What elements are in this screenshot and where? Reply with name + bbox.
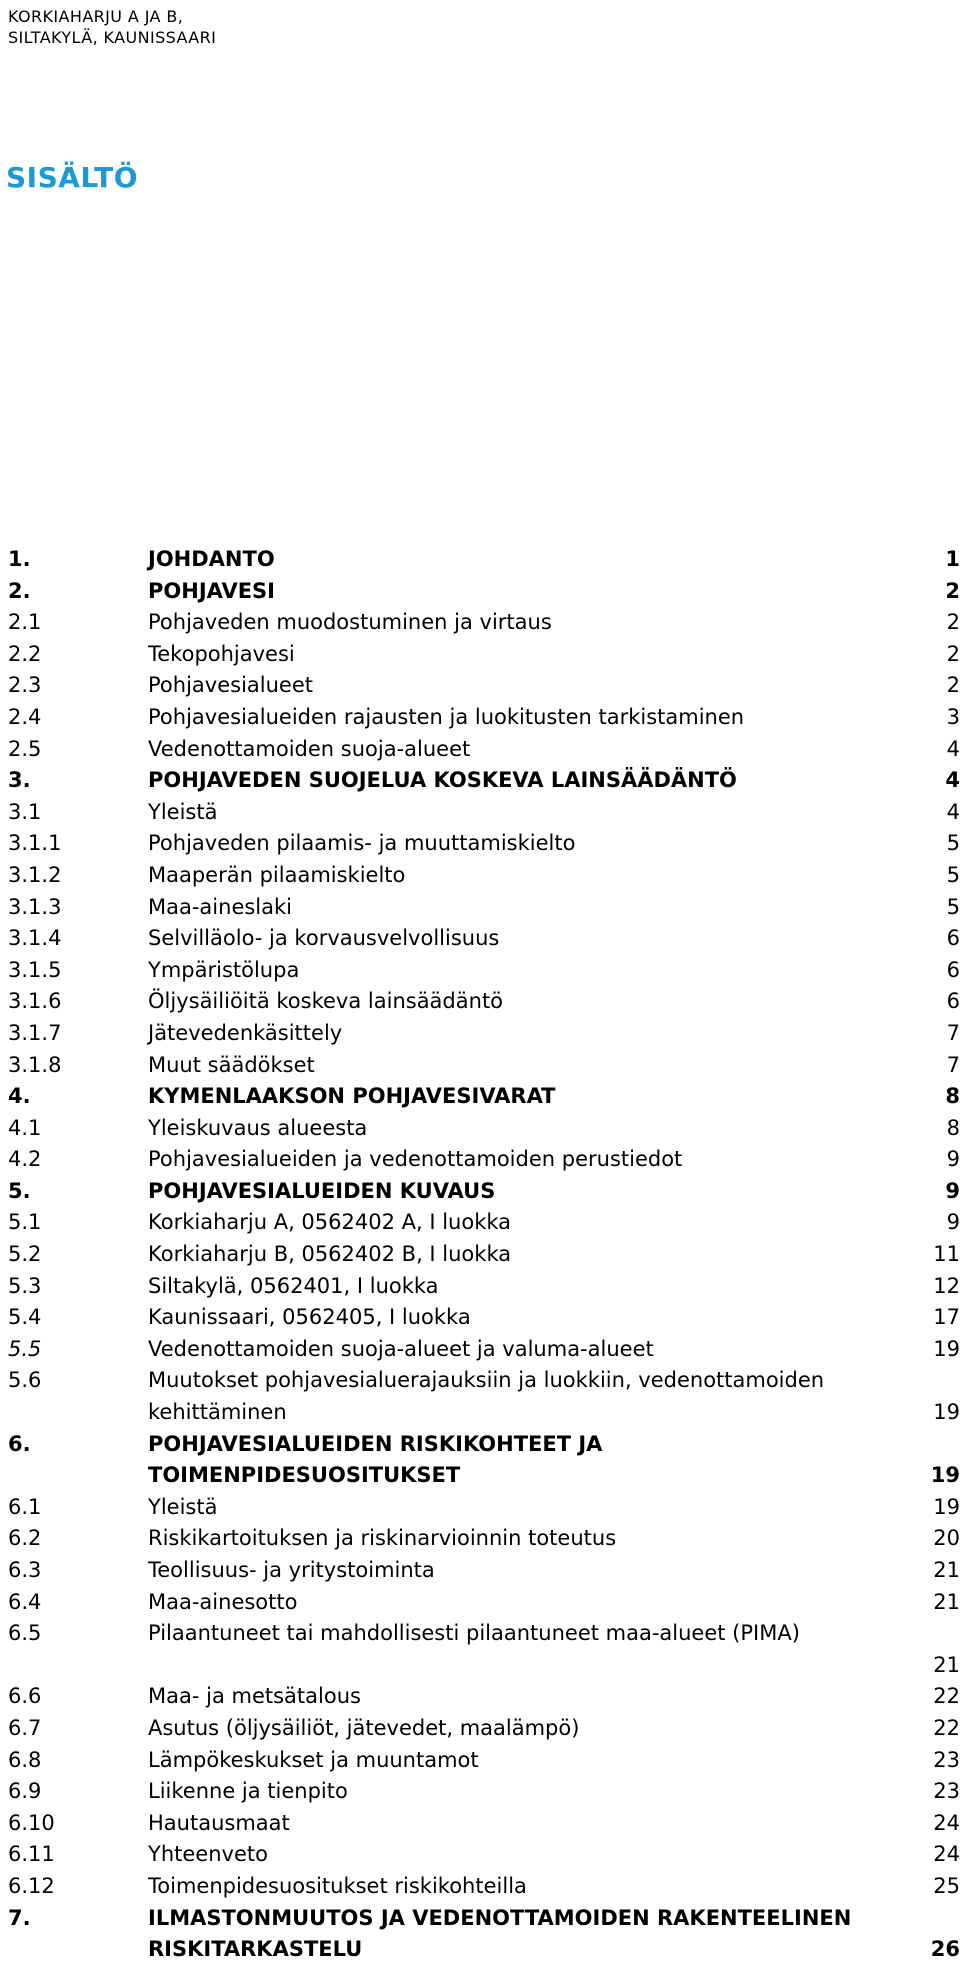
toc-entry-number: 6.11: [8, 1842, 55, 1867]
toc-entry-title: Vedenottamoiden suoja-alueet ja valuma-alueet: [148, 1336, 654, 1361]
toc-entry-title: Muut säädökset: [148, 1052, 315, 1077]
toc-entry-page-number: 4: [946, 799, 960, 824]
toc-entry[interactable]: [0, 1271, 960, 1303]
toc-entry-number: 7.: [8, 1905, 31, 1930]
toc-entry-number: 5.1: [8, 1210, 42, 1235]
toc-entry[interactable]: [0, 670, 960, 702]
toc-entry-title: POHJAVEDEN SUOJELUA KOSKEVA LAINSÄÄDÄNTÖ: [148, 768, 737, 793]
toc-entry-page-number: 5: [946, 831, 960, 856]
toc-entry-title: Pohjavesialueiden rajausten ja luokitusten tarkistaminen: [148, 704, 745, 729]
toc-entry[interactable]: [0, 1334, 960, 1366]
toc-entry-title: Riskikartoituksen ja riskinarvioinnin toteutus: [148, 1526, 617, 1551]
toc-entry-title: Pohjaveden pilaamis- ja muuttamiskielto: [148, 831, 576, 856]
table-of-contents: [0, 544, 960, 1966]
toc-entry-page-number: 2: [946, 641, 960, 666]
toc-entry-number: 5.5: [8, 1336, 42, 1361]
toc-entry-page-number: 2: [945, 578, 960, 603]
toc-entry-page-number: 19: [930, 1463, 960, 1488]
toc-entry-title: KYMENLAAKSON POHJAVESIVARAT: [148, 1084, 556, 1109]
toc-entry-title: Ympäristölupa: [148, 957, 300, 982]
toc-entry-number: 3.1.5: [8, 957, 62, 982]
toc-entry-number: 6.3: [8, 1558, 42, 1582]
toc-entry-title: Kaunissaari, 0562405, I luokka: [148, 1305, 471, 1330]
toc-entry[interactable]: [0, 1776, 960, 1808]
toc-entry-title: JOHDANTO: [148, 547, 275, 571]
toc-entry-title: Korkiaharju B, 0562402 B, I luokka: [148, 1242, 512, 1267]
toc-entry[interactable]: [0, 1681, 960, 1713]
toc-entry[interactable]: [0, 1745, 960, 1777]
toc-entry-page-number: 21: [933, 1589, 960, 1614]
toc-entry-number: 3.1.3: [8, 894, 62, 919]
toc-entry-number: 3.1: [8, 799, 42, 824]
toc-entry-title: Korkiaharju A, 0562402 A, I luokka: [148, 1210, 512, 1235]
toc-entry-title: Yleistä: [148, 1494, 218, 1519]
toc-entry[interactable]: [0, 1113, 960, 1145]
toc-entry-page-number: 24: [933, 1810, 960, 1835]
toc-entry-page-number: 19: [933, 1336, 960, 1361]
toc-entry-number: 2.1: [8, 610, 42, 635]
toc-entry[interactable]: [0, 576, 960, 608]
toc-entry-page-number: 11: [933, 1242, 960, 1267]
toc-entry-number: 6.7: [8, 1715, 42, 1740]
toc-entry-page-number: 26: [930, 1937, 960, 1962]
toc-entry-number: 3.1.4: [8, 926, 62, 951]
toc-entry[interactable]: [0, 702, 960, 734]
toc-entry-number: 3.1.8: [8, 1052, 62, 1077]
toc-entry[interactable]: [0, 1239, 960, 1271]
toc-entry-number: 5.4: [8, 1305, 42, 1330]
toc-entry[interactable]: [0, 797, 960, 829]
toc-entry-title: Yleistä: [148, 799, 218, 824]
toc-entry[interactable]: [0, 607, 960, 639]
toc-entry-page-number: 19: [933, 1494, 960, 1519]
toc-entry-title: Maa-ainesotto: [148, 1589, 298, 1614]
toc-entry-title: Pohjavesialueet: [148, 673, 313, 698]
toc-entry-number: 5.2: [8, 1242, 42, 1267]
toc-entry-page-number: 19: [933, 1400, 960, 1425]
toc-entry-number: 2.4: [8, 704, 42, 729]
toc-entry-title: Selvilläolo- ja korvausvelvollisuus: [148, 926, 500, 951]
toc-entry-number: 4.2: [8, 1147, 42, 1172]
toc-entry-number: 4.: [8, 1084, 31, 1109]
toc-entry-title: Pilaantuneet tai mahdollisesti pilaantuneet maa-alueet (PIMA): [148, 1621, 800, 1646]
toc-entry-number: 6.2: [8, 1526, 42, 1551]
toc-entry-page-number: 23: [933, 1747, 960, 1772]
toc-entry-title: Pohjaveden muodostuminen ja virtaus: [148, 610, 552, 635]
toc-entry[interactable]: [0, 1713, 960, 1745]
toc-entry-title: Yhteenveto: [148, 1842, 268, 1867]
toc-entry[interactable]: [0, 955, 960, 987]
toc-entry-title: ILMASTONMUUTOS JA VEDENOTTAMOIDEN RAKENTEELINEN RISKITARKASTELU: [148, 1905, 852, 1962]
toc-entry-title: POHJAVESIALUEIDEN RISKIKOHTEET JA TOIMENPIDESUOSITUKSET: [148, 1431, 603, 1488]
toc-entry-number: 6.9: [8, 1779, 42, 1804]
toc-entry-title: Tekopohjavesi: [148, 641, 295, 666]
toc-entry-number: 2.2: [8, 641, 42, 666]
toc-entry-number: 3.1.1: [8, 831, 62, 856]
toc-entry-page-number: 6: [946, 957, 960, 982]
toc-entry-page-number: 2: [946, 673, 960, 698]
toc-entry-page-number: 8: [945, 1084, 960, 1109]
toc-entry[interactable]: [0, 923, 960, 955]
toc-entry[interactable]: [0, 1018, 960, 1050]
toc-entry[interactable]: [0, 828, 960, 860]
toc-entry-title: Maaperän pilaamiskielto: [148, 862, 406, 887]
toc-entry-page-number: 22: [933, 1684, 960, 1709]
toc-entry-page-number: 24: [933, 1842, 960, 1867]
toc-entry[interactable]: [0, 1176, 960, 1208]
toc-entry-title: Toimenpidesuositukset riskikohteilla: [148, 1873, 527, 1898]
toc-entry-page-number: 6: [946, 926, 960, 951]
toc-entry-number: 6.10: [8, 1810, 55, 1835]
toc-entry-page-number: 4: [946, 736, 960, 761]
toc-entry[interactable]: [0, 860, 960, 892]
toc-entry[interactable]: [0, 765, 960, 797]
toc-entry[interactable]: [0, 1587, 960, 1619]
toc-entry-number: 3.1.2: [8, 862, 62, 887]
toc-entry[interactable]: [0, 1555, 960, 1587]
toc-entry-title: Pohjavesialueiden ja vedenottamoiden perustiedot: [148, 1147, 683, 1172]
toc-entry-page-number: 21: [933, 1652, 960, 1677]
toc-entry-page-number: 17: [933, 1305, 960, 1330]
toc-entry-page-number: 23: [933, 1779, 960, 1804]
toc-entry-number: 6.1: [8, 1494, 42, 1519]
toc-entry-title: Jätevedenkäsittely: [148, 1020, 343, 1045]
toc-entry[interactable]: [0, 1429, 960, 1492]
toc-entry-number: 6.5: [8, 1621, 42, 1646]
toc-entry-number: 6.4: [8, 1589, 42, 1614]
toc-entry-number: 5.: [8, 1178, 31, 1203]
toc-entry-number: 6.12: [8, 1873, 55, 1898]
toc-entry-page-number: 9: [946, 1147, 960, 1172]
running-header: [8, 6, 216, 48]
toc-entry-title: Maa- ja metsätalous: [148, 1684, 361, 1709]
header-line-1: KORKIAHARJU A JA B,: [8, 7, 184, 26]
toc-entry-page-number: 8: [946, 1115, 960, 1140]
toc-entry-page-number: 21: [933, 1558, 960, 1582]
toc-entry[interactable]: [0, 1144, 960, 1176]
toc-entry-page-number: 25: [933, 1873, 960, 1898]
toc-entry[interactable]: [0, 1050, 960, 1082]
toc-entry-page-number: 7: [946, 1052, 960, 1077]
toc-entry[interactable]: [0, 986, 960, 1018]
toc-entry-title: Maa-aineslaki: [148, 894, 293, 919]
toc-entry-page-number: 5: [946, 862, 960, 887]
toc-entry-page-number: 1: [945, 547, 960, 571]
toc-entry-title: Muutokset pohjavesialuerajauksiin ja luokkiin, vedenottamoiden kehittäminen: [148, 1368, 825, 1425]
toc-entry-number: 6.8: [8, 1747, 42, 1772]
toc-entry-page-number: 22: [933, 1715, 960, 1740]
toc-entry-number: 3.: [8, 768, 31, 793]
toc-entry-title: Siltakylä, 0562401, I luokka: [148, 1273, 439, 1298]
toc-entry-number: 6.: [8, 1431, 31, 1456]
toc-entry-number: 2.: [8, 578, 31, 603]
toc-entry-number: 5.3: [8, 1273, 42, 1298]
toc-entry[interactable]: [0, 1302, 960, 1334]
toc-entry[interactable]: [0, 1523, 960, 1555]
toc-entry-page-number: 5: [946, 894, 960, 919]
toc-entry-title: Liikenne ja tienpito: [148, 1779, 348, 1804]
toc-entry-title: POHJAVESIALUEIDEN KUVAUS: [148, 1178, 496, 1203]
toc-entry-page-number: 4: [945, 768, 960, 793]
toc-entry-title: POHJAVESI: [148, 578, 275, 603]
toc-entry-number: 2.5: [8, 736, 42, 761]
toc-entry-number: 5.6: [8, 1368, 42, 1393]
toc-entry-page-number: 6: [946, 989, 960, 1014]
toc-entry-number: 4.1: [8, 1115, 42, 1140]
toc-entry-page-number: 2: [946, 610, 960, 635]
toc-entry[interactable]: [0, 1207, 960, 1239]
toc-entry-page-number: 20: [933, 1526, 960, 1551]
toc-entry[interactable]: [0, 639, 960, 671]
toc-entry-page-number: 7: [946, 1020, 960, 1045]
toc-entry[interactable]: [0, 1871, 960, 1903]
toc-entry[interactable]: [0, 1839, 960, 1871]
toc-entry-number: 3.1.7: [8, 1020, 62, 1045]
toc-entry[interactable]: [0, 734, 960, 766]
toc-title: SISÄLTÖ: [6, 161, 139, 194]
toc-entry-title: Yleiskuvaus alueesta: [148, 1115, 368, 1140]
toc-entry-page-number: 9: [945, 1178, 960, 1203]
toc-entry-title: Asutus (öljysäiliöt, jätevedet, maalämpö): [148, 1715, 580, 1740]
toc-entry-title: Öljysäiliöitä koskeva lainsäädäntö: [148, 989, 504, 1014]
toc-entry-title: Lämpökeskukset ja muuntamot: [148, 1747, 479, 1772]
toc-entry[interactable]: [0, 544, 960, 576]
toc-entry[interactable]: [0, 1365, 960, 1428]
toc-entry-number: 6.6: [8, 1684, 42, 1709]
toc-entry[interactable]: [0, 1492, 960, 1524]
header-line-2: SILTAKYLÄ, KAUNISSAARI: [8, 28, 217, 47]
toc-entry-page-number: 9: [946, 1210, 960, 1235]
toc-entry-page-number: 12: [933, 1273, 960, 1298]
toc-entry-number: 3.1.6: [8, 989, 62, 1014]
toc-entry-title: Hautausmaat: [148, 1810, 290, 1835]
toc-entry-number: 1.: [8, 547, 31, 571]
toc-entry[interactable]: [0, 1618, 960, 1681]
toc-entry-title: Teollisuus- ja yritystoiminta: [148, 1558, 435, 1582]
toc-entry[interactable]: [0, 1808, 960, 1840]
toc-entry-number: 2.3: [8, 673, 42, 698]
toc-entry-title: Vedenottamoiden suoja-alueet: [148, 736, 471, 761]
toc-entry[interactable]: [0, 892, 960, 924]
toc-entry[interactable]: [0, 1081, 960, 1113]
toc-entry-page-number: 3: [946, 704, 960, 729]
toc-entry[interactable]: [0, 1903, 960, 1966]
